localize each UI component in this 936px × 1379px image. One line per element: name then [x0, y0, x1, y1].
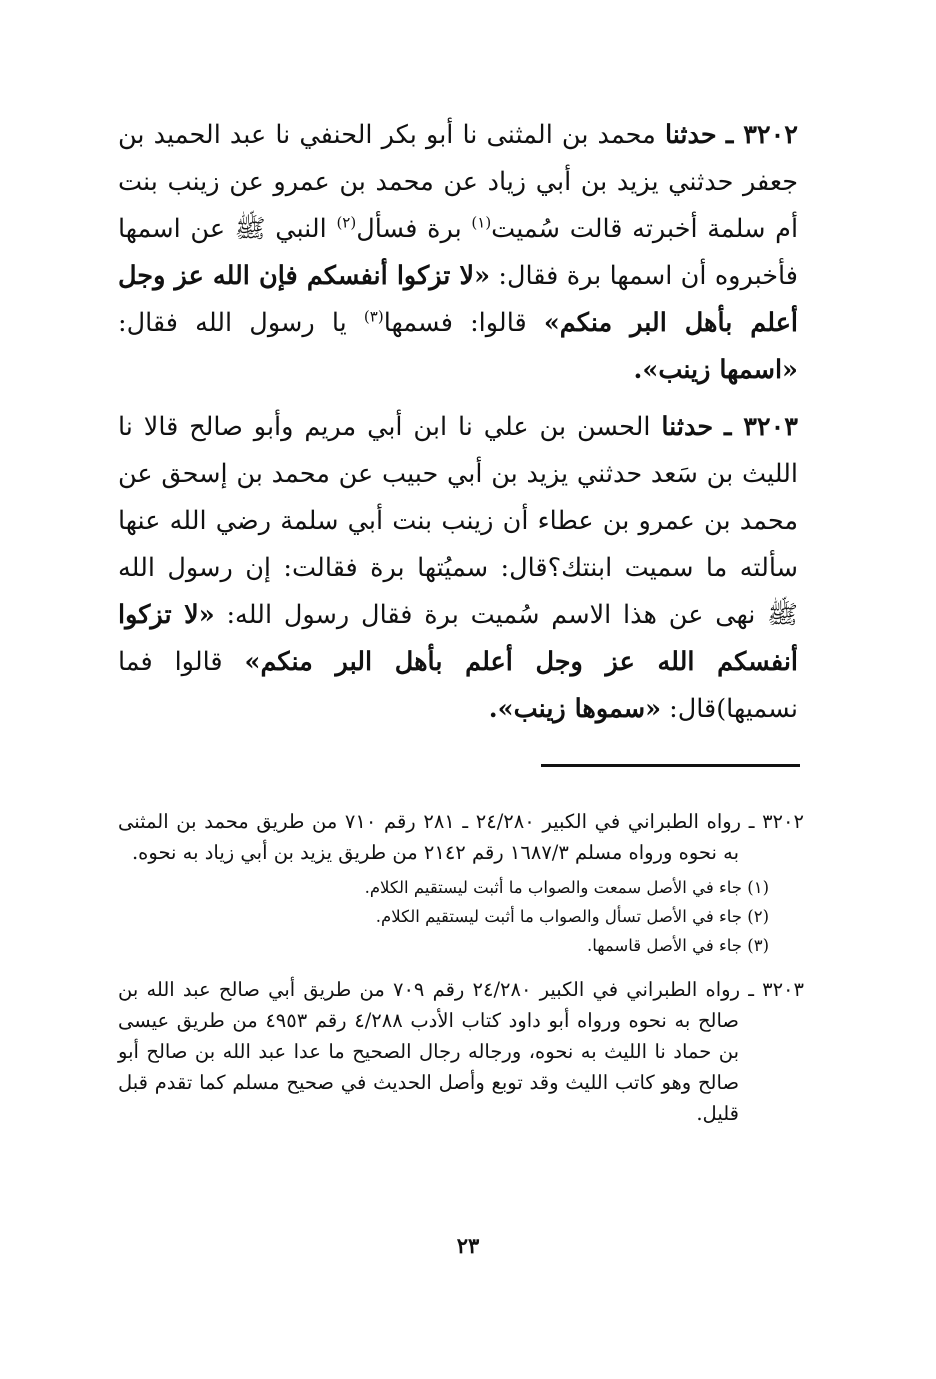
hadith-text: قالوا: فسمها — [383, 308, 527, 338]
hadith-3203 — [118, 404, 798, 733]
prophetic-saying: «لا تزكوا أنفسكم الله عز وجل أعلم بأهل البر منكم» — [118, 600, 798, 677]
hadith-text: النبي ﷺ عن اسمها فأخبروه أن اسمها برة فقال: — [118, 214, 798, 291]
footnote-3202 — [118, 806, 804, 868]
main-text — [118, 112, 798, 733]
hadith-number: ٣٢٠٢ ـ — [725, 120, 798, 150]
footnote-text: رواه الطبراني في الكبير ٢٤/٢٨٠ ـ ٢٨١ رقم ٧١٠ من طريق محمد بن المثنى به نحوه ورواه مسلم ١٦٨٧/٣ رقم ٢١٤٢ من طريق يزيد بن أبي زياد به نحوه. — [118, 810, 742, 864]
hadith-lead-word: حدثنا — [664, 120, 717, 150]
hadith-text: قالوا فما نسميها)قال: — [118, 647, 798, 724]
prophetic-saying: «سموها زينب». — [488, 694, 662, 724]
footnotes — [118, 806, 804, 1129]
hadith-3202 — [118, 112, 798, 394]
footnote-number: ٣٢٠٣ ـ — [748, 978, 804, 1001]
page-number: ٢٣ — [456, 1233, 480, 1258]
hadith-isnad: محمد بن المثنى نا أبو بكر الحنفي نا عبد الحميد بن جعفر حدثني يزيد بن أبي زياد عن محمد بن عمرو عن زينب بنت أم سلمة أخبرته قالت سُميت — [118, 120, 799, 244]
footnote-separator — [541, 764, 800, 767]
footnote-sub-3: (٣) جاء في الأصل قاسمها. — [586, 936, 769, 955]
footnote-number: ٣٢٠٢ ـ — [748, 810, 804, 833]
prophetic-saying: «لا تزكوا أنفسكم فإن الله عز وجل أعلم بأهل البر منكم» — [118, 261, 799, 338]
hadith-number: ٣٢٠٣ ـ — [724, 412, 798, 442]
footnote-marker: (٣) — [363, 307, 384, 326]
prophetic-saying: «اسمها زينب». — [633, 355, 798, 385]
footnote-text: رواه الطبراني في الكبير ٢٤/٢٨٠ رقم ٧٠٩ من طريق أبي صالح عبد الله بن صالح به نحوه ورواه أبو داود كتاب الأدب ٤/٢٨٨ رقم ٤٩٥٣ من طريق عيسى بن حماد نا الليث به نحوه، ورجاله رجال الصحيح ما عدا عبد الله بن صالح أبو صالح وهو كاتب الليث وقد توبع وأصل الحديث في صحيح مسلم كما تقدم قبل قليل. — [118, 978, 740, 1125]
hadith-lead-word: حدثنا — [661, 412, 714, 442]
footnote-sub-1: (١) جاء في الأصل سمعت والصواب ما أثبت ليستقيم الكلام. — [364, 878, 769, 897]
hadith-isnad: الحسن بن علي نا ابن أبي مريم وأبو صالح قالا نا الليث بن سَعد حدثني يزيد بن أبي حبيب عن محمد بن إسحق عن محمد بن عمرو بن عطاء أن زينب بنت أبي سلمة رضي الله عنها سألته ما سميت ابنتك؟قال: سميُتها برة فقالت: إن رسول الله ﷺ نهى عن هذا الاسم سُميت برة فقال رسول الله: — [118, 412, 798, 630]
hadith-text: برة فسأل — [356, 214, 462, 244]
footnote-marker: (١) — [471, 213, 492, 232]
hadith-text: يا رسول الله فقال: — [118, 308, 347, 338]
footnote-sub-2: (٢) جاء في الأصل تسأل والصواب ما أثبت ليستقيم الكلام. — [375, 907, 769, 926]
footnote-3203 — [118, 974, 804, 1129]
footnote-marker: (٢) — [336, 213, 357, 232]
